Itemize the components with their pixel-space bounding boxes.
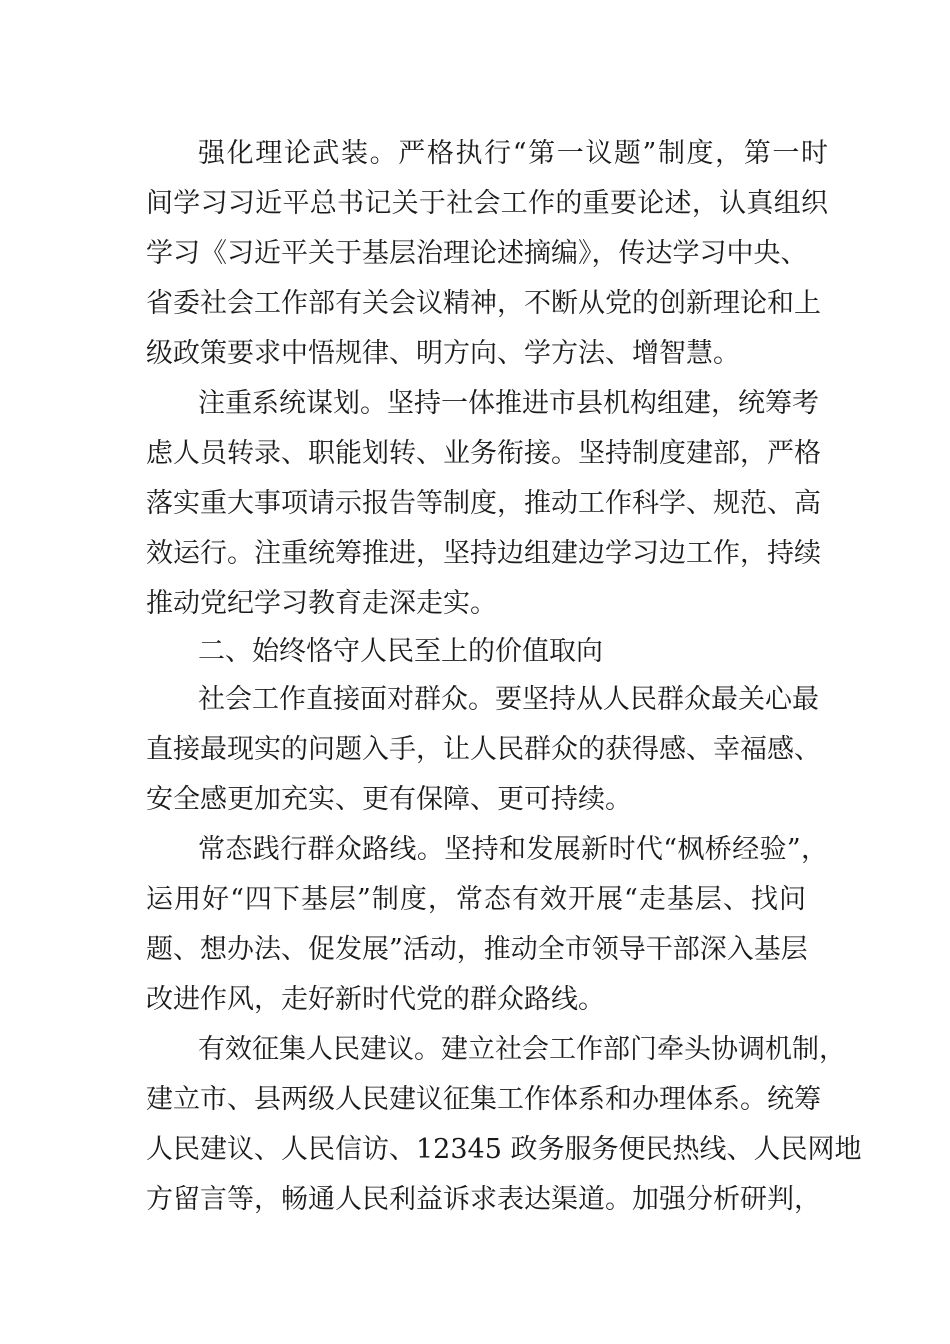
- paragraph-line: 社会工作直接面对群众。要坚持从人民群众最关心最: [198, 684, 819, 715]
- paragraph-line: 常态践行群众路线。坚持和发展新时代“枫桥经验”，: [198, 834, 828, 865]
- paragraph-line: 间学习习近平总书记关于社会工作的重要论述，认真组织: [146, 188, 828, 219]
- paragraph-line: 安全感更加充实、更有保障、更可持续。: [146, 784, 632, 815]
- paragraph-line: 强化理论武装。严格执行“第一议题”制度，第一时: [198, 138, 828, 169]
- paragraph-line: 题、想办法、促发展”活动，推动全市领导干部深入基层: [146, 934, 808, 965]
- paragraph-line: 落实重大事项请示报告等制度，推动工作科学、规范、高: [146, 488, 821, 519]
- paragraph-line: 有效征集人民建议。建立社会工作部门牵头协调机制，: [198, 1034, 846, 1065]
- paragraph-line: 人民建议、人民信访、12345 政务服务便民热线、人民网地: [146, 1134, 862, 1165]
- paragraph-line: 改进作风，走好新时代党的群众路线。: [146, 984, 605, 1015]
- paragraph-line: 推动党纪学习教育走深走实。: [146, 588, 497, 619]
- paragraph-line: 建立市、县两级人民建议征集工作体系和办理体系。统筹: [146, 1084, 821, 1115]
- paragraph-line: 效运行。注重统筹推进，坚持边组建边学习边工作，持续: [146, 538, 821, 569]
- paragraph-line: 直接最现实的问题入手，让人民群众的获得感、幸福感、: [146, 734, 821, 765]
- section-heading: 二、始终恪守人民至上的价值取向: [198, 636, 603, 667]
- paragraph-line: 省委社会工作部有关会议精神，不断从党的创新理论和上: [146, 288, 821, 319]
- paragraph-line: 级政策要求中悟规律、明方向、学方法、增智慧。: [146, 338, 740, 369]
- paragraph-line: 学习《习近平关于基层治理论述摘编》，传达学习中央、: [146, 238, 808, 269]
- paragraph-line: 虑人员转录、职能划转、业务衔接。坚持制度建部，严格: [146, 438, 821, 469]
- paragraph-line: 注重系统谋划。坚持一体推进市县机构组建，统筹考: [198, 388, 819, 419]
- paragraph-line: 方留言等，畅通人民利益诉求表达渠道。加强分析研判，: [146, 1184, 821, 1215]
- paragraph-line: 运用好“四下基层”制度，常态有效开展“走基层、找问: [146, 884, 806, 915]
